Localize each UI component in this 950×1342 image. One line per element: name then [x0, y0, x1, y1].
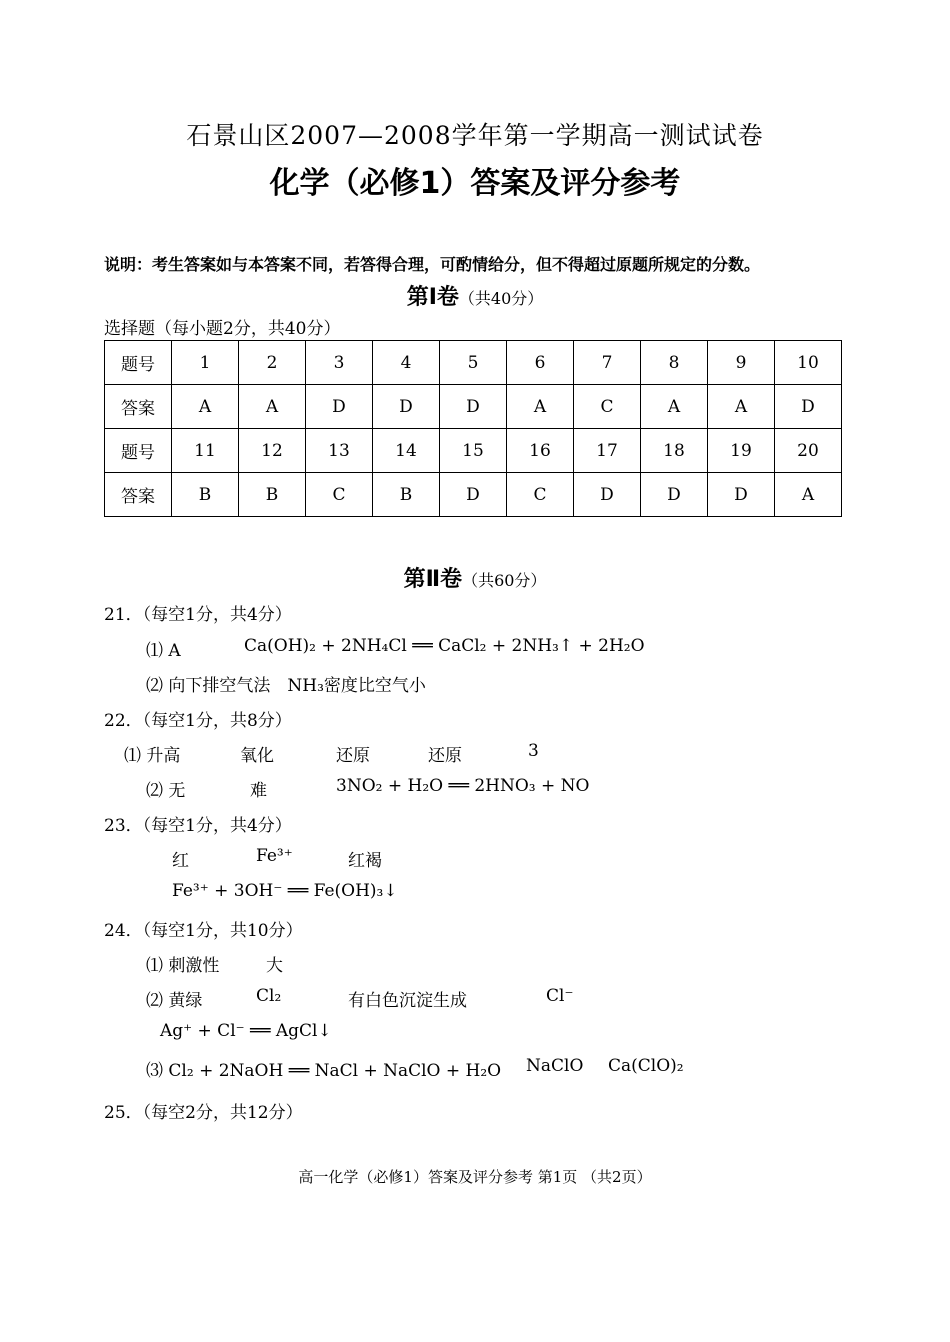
question-number: 5 [440, 341, 507, 385]
q22-s2-equation: 3NO₂ + H₂O ══ 2HNO₃ + NO [336, 776, 590, 796]
q24-s2-equation: Ag⁺ + Cl⁻ ══ AgCl↓ [160, 1021, 332, 1041]
q23-l1-a: 红 [172, 851, 189, 871]
table-row [105, 429, 842, 473]
question-number: 9 [708, 341, 775, 385]
q25-label: 25．（每空2分，共12分） [104, 1103, 303, 1123]
question-number: 18 [641, 429, 708, 473]
answer-cell: D [306, 385, 373, 429]
q24-s3-c: Ca(ClO)₂ [608, 1056, 684, 1076]
answer-cell: D [440, 385, 507, 429]
row-label: 题号 [105, 341, 172, 385]
question-number: 10 [775, 341, 842, 385]
q24-s2-b: Cl₂ [256, 986, 282, 1006]
answer-cell: C [306, 473, 373, 517]
q22-s1-b: 氧化 [240, 746, 274, 766]
q22-s2-b: 难 [250, 781, 267, 801]
question-number: 11 [172, 429, 239, 473]
question-number: 2 [239, 341, 306, 385]
answer-cell: A [172, 385, 239, 429]
q24-s2-c: 有白色沉淀生成 [348, 991, 467, 1011]
answer-cell: D [708, 473, 775, 517]
question-number: 1 [172, 341, 239, 385]
q23-l1-c: 红褐 [348, 851, 382, 871]
answer-cell: A [507, 385, 574, 429]
question-number: 16 [507, 429, 574, 473]
q21-s2: ⑵ 向下排空气法 NH₃密度比空气小 [146, 676, 426, 696]
answer-cell: B [373, 473, 440, 517]
part1-score: （共40分） [458, 289, 544, 308]
row-label: 题号 [105, 429, 172, 473]
answer-cell: D [641, 473, 708, 517]
q21-s1-mark: ⑴ A [146, 641, 181, 661]
question-number: 3 [306, 341, 373, 385]
table-row [105, 341, 842, 385]
table-row [105, 385, 842, 429]
q23-l1-b: Fe³⁺ [256, 846, 293, 866]
page-footer: 高一化学（必修1）答案及评分参考 第1页 （共2页） [298, 1168, 652, 1186]
title-line1: 石景山区2007—2008学年第一学期高一测试试卷 [186, 121, 764, 150]
q22-label: 22．（每空1分，共8分） [104, 711, 292, 731]
question-number: 19 [708, 429, 775, 473]
q24-s1-a: ⑴ 刺激性 [146, 956, 220, 976]
answer-cell: C [574, 385, 641, 429]
answer-cell: A [641, 385, 708, 429]
question-number: 6 [507, 341, 574, 385]
row-label: 答案 [105, 473, 172, 517]
q24-s2-d: Cl⁻ [546, 986, 574, 1006]
question-number: 20 [775, 429, 842, 473]
q24-s1-b: 大 [266, 956, 283, 976]
q23-label: 23．（每空1分，共4分） [104, 816, 292, 836]
q21-s1-equation: Ca(OH)₂ + 2NH₄Cl ══ CaCl₂ + 2NH₃↑ + 2H₂O [244, 636, 645, 656]
title-line2: 化学（必修1）答案及评分参考 [269, 166, 681, 201]
answer-cell: D [373, 385, 440, 429]
q22-s1-c: 还原 [336, 746, 370, 766]
q23-equation: Fe³⁺ + 3OH⁻ ══ Fe(OH)₃↓ [172, 881, 398, 901]
q24-s2-a: ⑵ 黄绿 [146, 991, 203, 1011]
part2-title: 第Ⅱ卷 [403, 567, 463, 592]
q22-s1-e: 3 [528, 741, 539, 761]
q21-label: 21．（每空1分，共4分） [104, 605, 292, 625]
question-number: 13 [306, 429, 373, 473]
q24-label: 24．（每空1分，共10分） [104, 921, 303, 941]
table-row [105, 473, 842, 517]
q22-s1-a: ⑴ 升高 [124, 746, 181, 766]
question-number: 8 [641, 341, 708, 385]
choice-label: 选择题（每小题2分，共40分） [104, 319, 341, 339]
question-number: 15 [440, 429, 507, 473]
answer-cell: A [775, 473, 842, 517]
answer-cell: B [172, 473, 239, 517]
part1-title: 第Ⅰ卷 [406, 285, 459, 310]
row-label: 答案 [105, 385, 172, 429]
q22-s1-d: 还原 [428, 746, 462, 766]
answer-cell: D [574, 473, 641, 517]
instructions-note: 说明：考生答案如与本答案不同，若答得合理，可酌情给分，但不得超过原题所规定的分数。 [104, 255, 761, 274]
q24-s3-b: NaClO [526, 1056, 584, 1076]
answer-cell: C [507, 473, 574, 517]
question-number: 7 [574, 341, 641, 385]
answer-table [104, 340, 842, 517]
answer-cell: A [239, 385, 306, 429]
part2-score: （共60分） [462, 571, 547, 590]
question-number: 14 [373, 429, 440, 473]
answer-cell: D [440, 473, 507, 517]
question-number: 12 [239, 429, 306, 473]
question-number: 4 [373, 341, 440, 385]
answer-cell: B [239, 473, 306, 517]
q22-s2-a: ⑵ 无 [146, 781, 186, 801]
q24-s3-equation: ⑶ Cl₂ + 2NaOH ══ NaCl + NaClO + H₂O [146, 1061, 502, 1081]
part1-heading [0, 280, 950, 311]
part2-heading [0, 562, 950, 593]
answer-cell: D [775, 385, 842, 429]
answer-cell: A [708, 385, 775, 429]
question-number: 17 [574, 429, 641, 473]
